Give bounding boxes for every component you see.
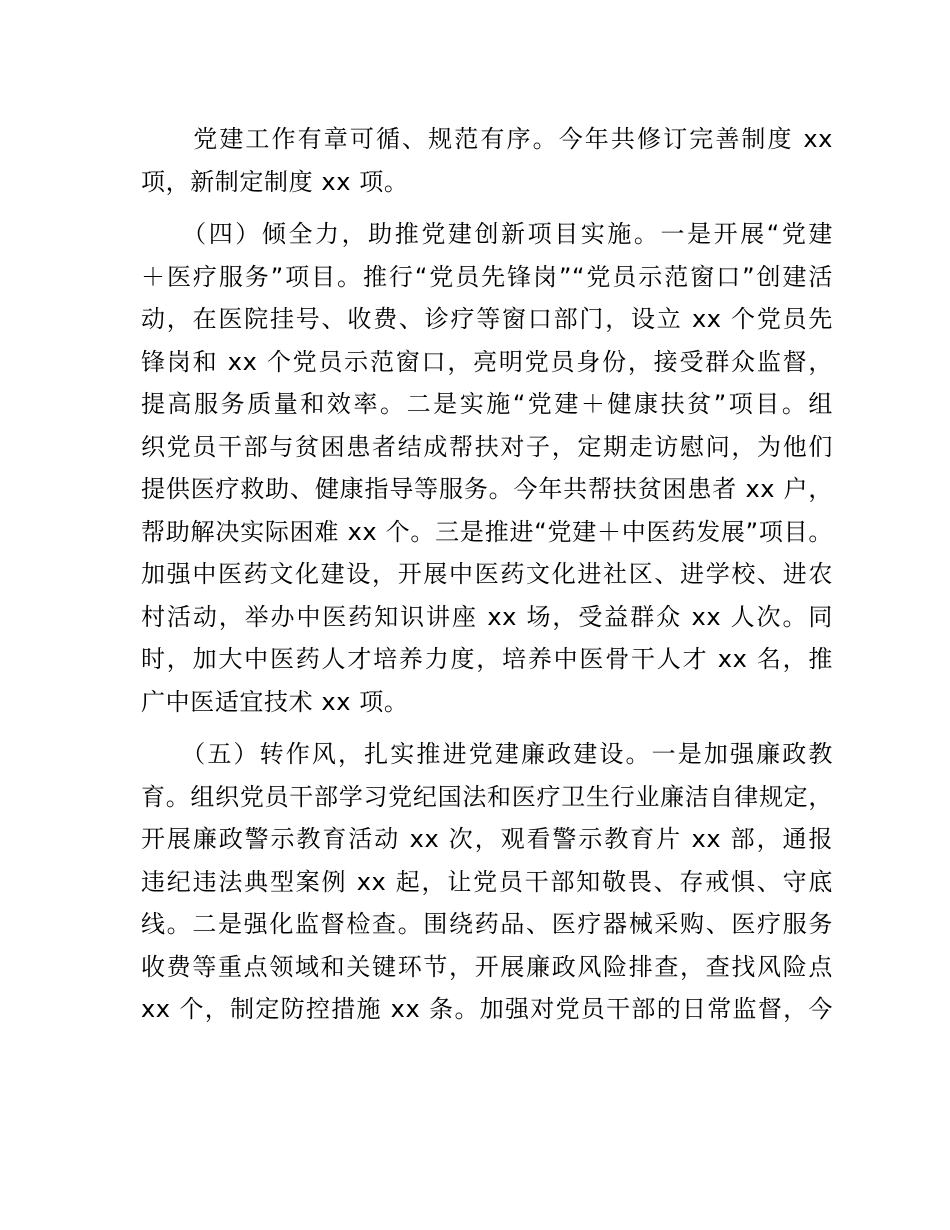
text-line: 提供医疗救助、健康指导等服务。今年共帮扶贫困患者 xx 户，: [141, 475, 833, 503]
text-line: 收费等重点领域和关键环节，开展廉政风险排查，查找风险点: [141, 952, 833, 981]
text-line: 时，加大中医药人才培养力度，培养中医骨干人才 xx 名，推: [141, 645, 833, 673]
paragraph-section-five: [141, 733, 833, 1031]
text-line: xx 个，制定防控措施 xx 条。加强对党员干部的日常监督，今: [141, 995, 833, 1023]
text-line: 织党员干部与贫困患者结成帮扶对子，定期走访慰问，为他们: [141, 432, 833, 461]
text-line: 线。二是强化监督检查。围绕药品、医疗器械采购、医疗服务: [141, 910, 833, 938]
text-line: 广中医适宜技术 xx 项。: [141, 687, 409, 716]
text-line: 党建工作有章可循、规范有序。今年共修订完善制度 xx: [141, 125, 833, 153]
paragraph-section-four: [141, 213, 833, 723]
text-line: 村活动，举办中医药知识讲座 xx 场，受益群众 xx 人次。同: [141, 602, 833, 631]
text-line: 锋岗和 xx 个党员示范窗口，亮明党员身份，接受群众监督，: [141, 347, 833, 376]
text-line: 项，新制定制度 xx 项。: [141, 167, 409, 196]
paragraph-institution: [141, 118, 833, 203]
text-line: 加强中医药文化建设，开展中医药文化进社区、进学校、进农: [141, 560, 833, 588]
text-line: （五）转作风，扎实推进党建廉政建设。一是加强廉政教: [141, 740, 833, 768]
text-line: 提高服务质量和效率。二是实施“党建＋健康扶贫”项目。组: [141, 390, 833, 418]
text-line: 帮助解决实际困难 xx 个。三是推进“党建＋中医药发展”项目。: [141, 517, 833, 546]
text-line: 动，在医院挂号、收费、诊疗等窗口部门，设立 xx 个党员先: [141, 305, 833, 333]
text-line: ＋医疗服务”项目。推行“党员先锋岗”“党员示范窗口”创建活: [141, 262, 833, 291]
text-line: 违纪违法典型案例 xx 起，让党员干部知敬畏、存戒惧、守底: [141, 867, 833, 896]
text-line: 开展廉政警示教育活动 xx 次，观看警示教育片 xx 部，通报: [141, 825, 833, 853]
text-line: 育。组织党员干部学习党纪国法和医疗卫生行业廉洁自律规定，: [141, 782, 833, 811]
document-body: [141, 118, 833, 1041]
text-line: （四）倾全力，助推党建创新项目实施。一是开展“党建: [141, 220, 833, 248]
